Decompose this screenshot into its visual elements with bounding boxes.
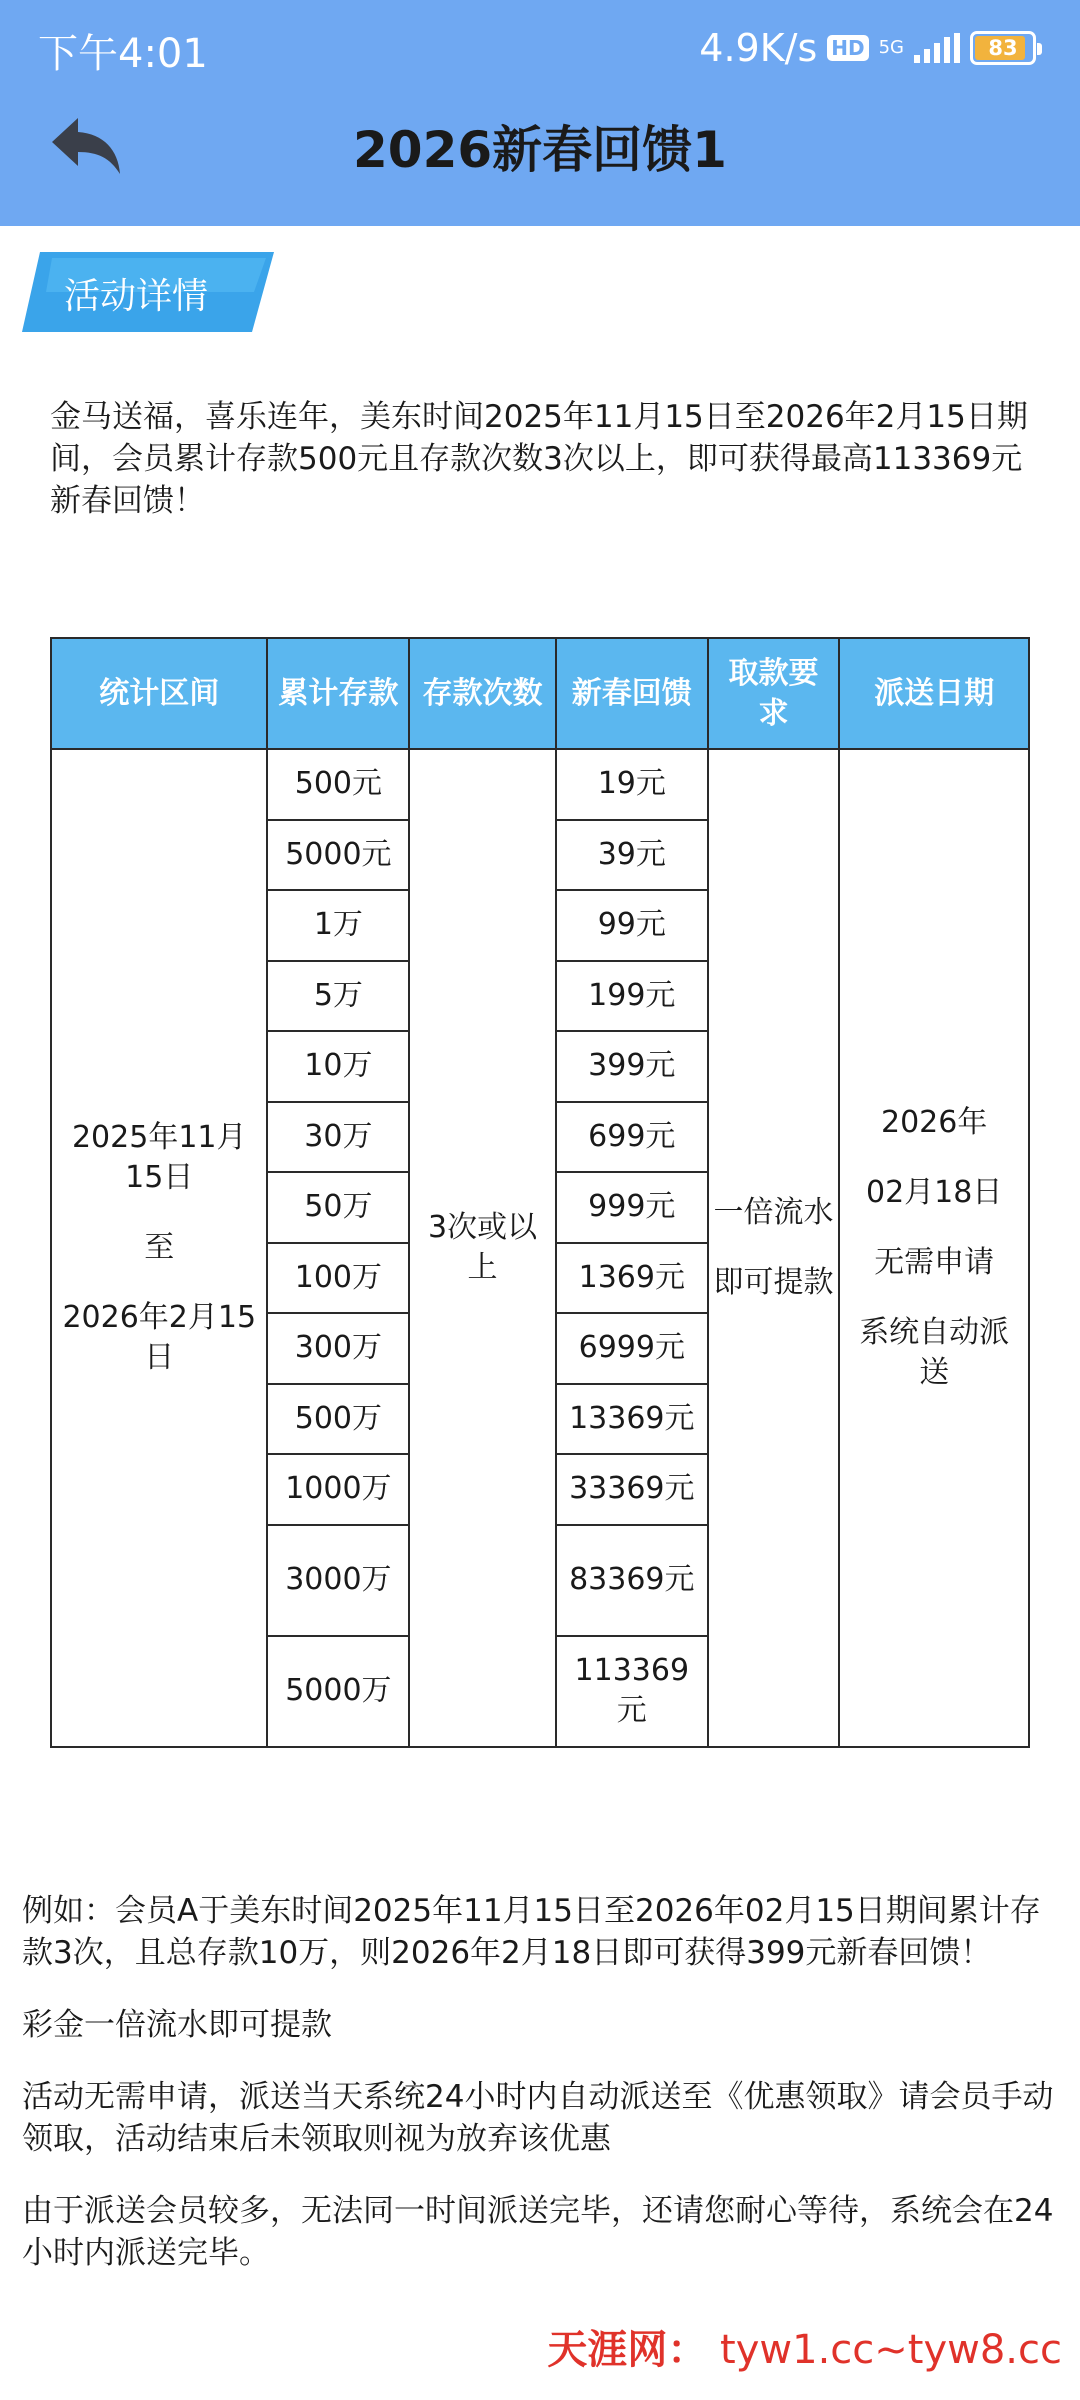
hd-icon: HD — [827, 35, 868, 61]
table-row — [51, 749, 1029, 820]
delivery-cell — [839, 749, 1029, 1747]
header-delivery: 派送日期 — [839, 638, 1029, 749]
deposit-cell: 30万 — [267, 1102, 409, 1173]
period-cell — [51, 749, 267, 1747]
deposit-cell: 3000万 — [267, 1525, 409, 1636]
note-wait: 由于派送会员较多，无法同一时间派送完毕，还请您耐心等待，系统会在24小时内派送完毕。 — [22, 2193, 1054, 2271]
withdraw-line2: 即可提款 — [713, 1264, 834, 1300]
deposit-cell: 300万 — [267, 1313, 409, 1384]
signal-icon — [914, 33, 960, 63]
header-period: 统计区间 — [51, 638, 267, 749]
section-tag — [22, 252, 274, 332]
header-withdraw: 取款要求 — [708, 638, 840, 749]
deposit-cell: 5万 — [267, 961, 409, 1032]
deposit-cell: 1万 — [267, 890, 409, 961]
period-to: 至 — [144, 1229, 175, 1265]
deposit-cell: 5000万 — [267, 1636, 409, 1747]
net-speed: 4.9K/s — [699, 26, 818, 70]
battery-icon — [970, 31, 1036, 65]
header-deposit: 累计存款 — [267, 638, 409, 749]
status-time: 下午4:01 — [38, 31, 208, 77]
status-indicators — [699, 22, 1036, 74]
battery-level: 83 — [988, 36, 1018, 60]
deposit-cell: 100万 — [267, 1243, 409, 1314]
page-title: 2026新春回馈1 — [353, 121, 727, 179]
notes-section — [22, 1890, 1062, 2304]
reward-cell: 199元 — [556, 961, 708, 1032]
period-start: 2025年11月15日 — [71, 1119, 247, 1195]
reward-cell: 6999元 — [556, 1313, 708, 1384]
delivery-auto: 系统自动派送 — [859, 1314, 1010, 1390]
delivery-year: 2026年 — [881, 1104, 988, 1140]
withdraw-cell — [708, 749, 840, 1747]
header-times: 存款次数 — [409, 638, 556, 749]
deposit-cell: 5000元 — [267, 820, 409, 891]
deposit-cell: 500元 — [267, 749, 409, 820]
reward-cell: 19元 — [556, 749, 708, 820]
reward-cell: 39元 — [556, 820, 708, 891]
deposit-cell: 1000万 — [267, 1454, 409, 1525]
reward-cell: 1369元 — [556, 1243, 708, 1314]
reward-cell: 699元 — [556, 1102, 708, 1173]
reward-cell: 13369元 — [556, 1384, 708, 1455]
status-bar — [0, 0, 1080, 96]
delivery-date: 02月18日 — [866, 1174, 1003, 1210]
reward-cell: 399元 — [556, 1031, 708, 1102]
period-end: 2026年2月15日 — [62, 1299, 257, 1375]
times-cell: 3次或以上 — [409, 749, 556, 1747]
deposit-cell: 50万 — [267, 1172, 409, 1243]
app-header — [0, 0, 1080, 226]
reward-cell: 33369元 — [556, 1454, 708, 1525]
rewards-table — [50, 637, 1030, 1748]
reward-cell: 999元 — [556, 1172, 708, 1243]
watermark-brand: 天涯网： — [547, 2327, 708, 2373]
reward-cell: 83369元 — [556, 1525, 708, 1636]
note-example: 例如：会员A于美东时间2025年11月15日至2026年02月15日期间累计存款3次，且总存款10万，则2026年2月18日即可获得399元新春回馈！ — [22, 1893, 1041, 1971]
watermark — [547, 2318, 1062, 2375]
withdraw-line1: 一倍流水 — [713, 1194, 834, 1230]
intro-text: 金马送福，喜乐连年，美东时间2025年11月15日至2026年2月15日期间，会员累计存款500元且存款次数3次以上，即可获得最高113369元新春回馈！ — [50, 399, 1028, 519]
network-5g-icon: 5G — [878, 37, 904, 58]
table-header-row — [51, 638, 1029, 749]
section-tag-label: 活动详情 — [64, 276, 209, 317]
note-delivery: 活动无需申请，派送当天系统24小时内自动派送至《优惠领取》请会员手动领取，活动结束后未领取则视为放弃该优惠 — [22, 2079, 1054, 2157]
deposit-cell: 10万 — [267, 1031, 409, 1102]
deposit-cell: 500万 — [267, 1384, 409, 1455]
watermark-urls: tyw1.cc~tyw8.cc — [707, 2327, 1062, 2373]
reward-cell: 99元 — [556, 890, 708, 961]
reward-cell: 113369元 — [556, 1636, 708, 1747]
header-reward: 新春回馈 — [556, 638, 708, 749]
delivery-no-apply: 无需申请 — [874, 1244, 995, 1280]
note-withdraw: 彩金一倍流水即可提款 — [22, 2007, 332, 2043]
